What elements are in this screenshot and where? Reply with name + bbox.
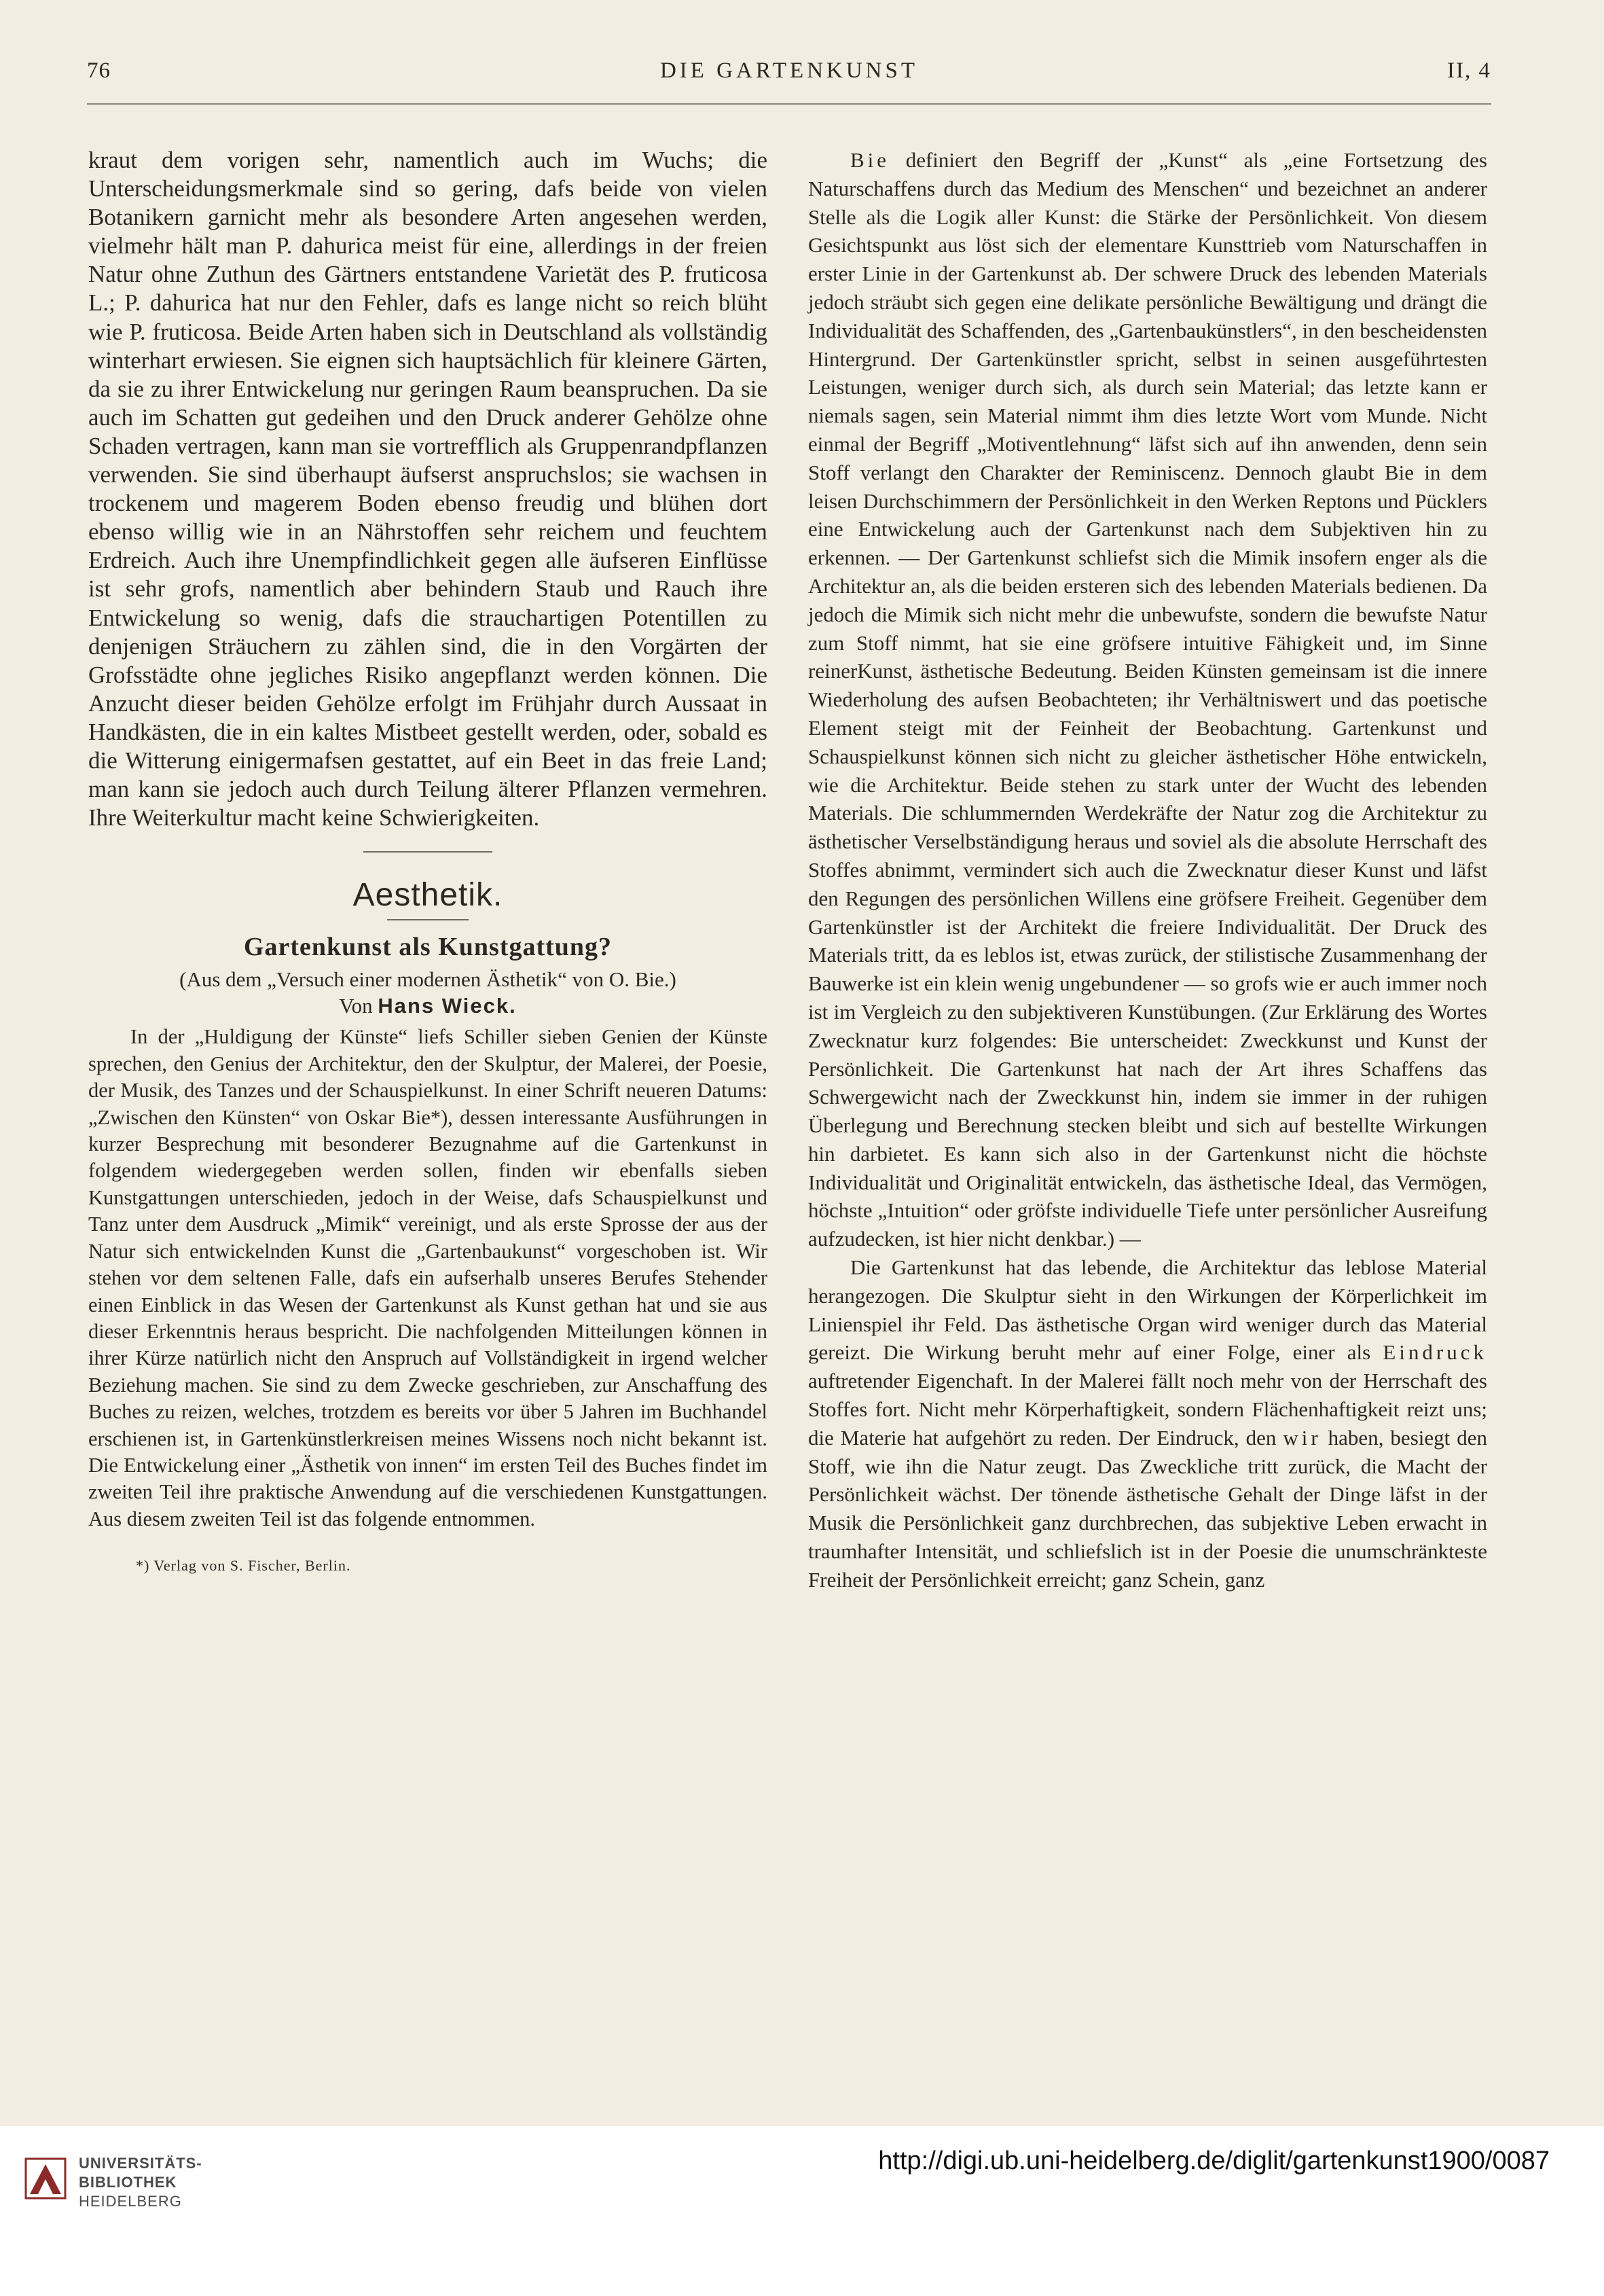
library-logo-icon: [24, 2157, 67, 2200]
heading-divider: [387, 919, 469, 920]
left-column: [88, 146, 767, 1576]
right-column: [808, 146, 1487, 1594]
paragraph-arts-comparison: [808, 1253, 1487, 1594]
page-header: [87, 58, 1491, 96]
footnote: *) Verlag von S. Fischer, Berlin.: [136, 1557, 351, 1575]
logo-text-line-1: UNIVERSITÄTS-: [79, 2155, 202, 2172]
library-footer: [0, 2126, 1604, 2296]
section-separator: [363, 851, 492, 853]
author-name: Hans Wieck.: [378, 994, 517, 1018]
paragraph-body-start: Die Gartenkunst hat das lebende, die Architektur das leblose Material herangezogen. Die Skulptur sieht in den Wirkungen der Körperlichkeit im Linienspiel ihr Feld. Das ästhetische Organ wird weniger durch das Material gereizt. Die Wirkung beruht mehr auf einer Folge, einer als: [808, 1255, 1487, 1365]
section-heading: Aesthetik.: [352, 877, 503, 914]
logo-text-line-3: HEIDELBERG: [79, 2193, 182, 2210]
page-number: 76: [87, 58, 111, 83]
header-divider: [87, 103, 1491, 105]
library-logo: [24, 2149, 221, 2238]
running-title: DIE GARTENKUNST: [659, 58, 919, 83]
paragraph-bie-definition: [808, 146, 1487, 1253]
logo-text-line-2: BIBLIOTHEK: [79, 2174, 177, 2191]
emphasized-word: Eindruck: [1383, 1340, 1487, 1365]
paragraph-body-end: haben, besiegt den Stoff, wie ihn die Natur zeugt. Das Zweckliche tritt zurück, die Macht der Persönlichkeit wächst. Der tönende ästhetische Gehalt der Dinge läfst in der Musik die Persönlichkeit ganz durchbrechen, das subjektive Leben erwacht in traumhafter Intensität, und schliefslich ist in der Poesie die unumschränkteste Freiheit der Persönlichkeit erreicht; ganz Schein, ganz: [808, 1425, 1487, 1592]
section-number: II, 4: [1447, 58, 1491, 83]
paragraph-potentilla: kraut dem vorigen sehr, namentlich auch im Wuchs; die Unterscheidungsmerkmale sind so gering, dafs beide von vielen Botanikern garnicht mehr als besondere Arten angesehen werden, vielmehr hält man P. dahurica meist für eine, allerdings in der freien Natur ohne Zuthun des Gärtners entstandene Varietät des P. fruticosa L.; P. dahurica hat nur den Fehler, dafs es lange nicht so reich blüht wie P. fruticosa. Beide Arten haben sich in Deutschland als vollständig winterhart erwiesen. Sie eignen sich hauptsächlich für kleinere Gärten, da sie zu ihrer Entwickelung nur geringen Raum beanspruchen. Da sie auch im Schatten gut gedeihen und den Druck anderer Gehölze ohne Schaden vertragen, kann man sie vortrefflich als Gruppenrandpflanzen verwenden. Sie sind überhaupt äufserst anspruchslos; sie wachsen in trockenem und magerem Boden ebenso freudig und blühen dort ebenso willig wie in an Nährstoffen sehr reichem und feuchtem Erdreich. Auch ihre Unempfindlichkeit gegen alle äufseren Einflüsse ist sehr grofs, namentlich aber behindern Staub und Rauch ihre Entwickelung so wenig, dafs die strauchartigen Potentillen zu denjenigen Sträuchern zu zählen sind, die in den Vorgärten der Grofsstädte ohne jegliches Risiko angepflanzt werden können. Die Anzucht dieser beiden Gehölze erfolgt im Frühjahr durch Aussaat in Handkästen, die in ein kaltes Mistbeet gestellt werden, oder, sobald es die Witterung einigermafsen gestattet, auf ein Beet in das freie Land; man kann sie jedoch auch durch Teilung älterer Pflanzen vermehren. Ihre Weiterkultur macht keine Schwierigkeiten.: [88, 147, 767, 831]
article-source: (Aus dem „Versuch einer modernen Ästhetik“ von O. Bie.): [179, 967, 676, 992]
source-url[interactable]: http://digi.ub.uni-heidelberg.de/diglit/gartenkunst1900/0087: [878, 2147, 1550, 2175]
emphasized-word: wir: [1283, 1425, 1322, 1450]
author-prefix: Von: [339, 994, 373, 1018]
paragraph-body-middle: auftretender Eigenchaft. In der Malerei fällt noch mehr von der Herrschaft des Stoffes fort. Nicht mehr Körperhaftigkeit, sondern Flächenhaftigkeit reizt uns; die Materie hat aufgehört zu reden. Der Eindruck, den: [808, 1369, 1487, 1450]
paragraph-introduction: In der „Huldigung der Künste“ liefs Schiller sieben Genien der Künste sprechen, den Genius der Architektur, den der Skulptur, der Malerei, der Poesie, der Musik, des Tanzes und der Schauspielkunst. In einer Schrift neueren Datums: „Zwischen den Künsten“ von Oskar Bie*), dessen interessante Ausführungen in kurzer Besprechung mit besonderer Bezugnahme auf die Gartenkunst in folgendem wiedergegeben werden sollen, finden wir ebenfalls sieben Kunstgattungen unterschieden, jedoch in der Weise, dafs Schauspielkunst und Tanz unter dem Ausdruck „Mimik“ vereinigt, und als erste Sprosse der aus der Natur sich entwickelnden Kunst die „Gartenbaukunst“ vorgeschoben ist. Wir stehen vor dem seltenen Falle, dafs ein aufserhalb unseres Berufes Stehender einen Einblick in das Wesen der Gartenkunst als Kunst gethan hat und sie aus dieser Erkenntnis heraus bespricht. Die nachfolgenden Mitteilungen können in ihrer Kürze natürlich nicht den Anspruch auf Vollständigkeit in irgend welcher Beziehung machen. Sie sind zu dem Zwecke geschrieben, zur Anschaffung des Buches zu reizen, welches, trotzdem es bereits vor über 5 Jahren im Buchhandel erschienen ist, in Gartenkünstlerkreisen meines Wissens noch nicht bekannt ist. Die Entwickelung einer „Ästhetik von innen“ im ersten Teil des Buches findet im zweiten Teil ihre praktische Anwendung auf die verschiedenen Kunstgattungen. Aus diesem zweiten Teil ist das folgende entnommen.: [88, 1025, 767, 1530]
author-line: [88, 992, 767, 1020]
emphasized-name: Bie: [850, 148, 890, 172]
article-title: Gartenkunst als Kunstgattung?: [243, 933, 613, 962]
paragraph-body: definiert den Begriff der „Kunst“ als „eine Fortsetzung des Naturschaffens durch das Medium des Menschen“ und bezeichnet an anderer Stelle als die Logik aller Kunst: die Stärke der Persönlichkeit. Von diesem Gesichtspunkt aus löst sich der elementare Kunsttrieb vom Naturschaffen in erster Linie in der Gartenkunst ab. Der schwere Druck des lebenden Materials jedoch sträubt sich gegen eine delikate persönliche Bewältigung und drängt die Individualität des Schaffenden, des „Gartenbaukünstlers“, in den bescheidensten Hintergrund. Der Gartenkünstler spricht, selbst in seinen ausgeführtesten Leistungen, weniger durch sich, als durch sein Material; das letzte kann er niemals sagen, sein Material nimmt ihm dies letzte Wort vom Munde. Nicht einmal der Begriff „Motiventlehnung“ läfst sich auf ihn anwenden, denn sein Stoff verlangt den Charakter der Reminiscenz. Dennoch glaubt Bie in dem leisen Durchschimmern der Persönlichkeit in den Werken Reptons und Pücklers eine Entwickelung auch der Gartenkunst nach dem Subjektiven hin zu erkennen. — Der Gartenkunst schliefst sich die Mimik insofern enger als die Architektur an, als die beiden ersteren sich des lebenden Materials bedienen. Da jedoch die Mimik sich nicht mehr die unbewufste, sondern die bewufste Natur zum Stoff nimmt, hat sie eine gröfsere intuitive Fähigkeit und, im Sinne reinerKunst, ästhetische Bedeutung. Beiden Künsten gemeinsam ist die innere Wiederholung des aufsen Beobachteten; ihr Verhältniswert und das poetische Element steigt mit der Feinheit der Beobachtung. Gartenkunst und Schauspielkunst können sich nicht zu gleicher ästhetischer Höhe entwickeln, wie die Architektur. Beide stehen zu stark unter der Wucht des lebenden Materials. Die schlummernden Werdekräfte der Natur zog die Architektur zu ästhetischer Verselbständigung heraus und soviel als die absolute Herrschaft des Stoffes abnimmt, vermindert sich auch die Zwecknatur dieser Kunst und läfst den Regungen des persönlichen Willens eine gröfsere Freiheit. Gegenüber dem Gartenkünstler ist der Architekt die freiere Individualität. Der Druck des Materials tritt, da es leblos ist, etwas zurück, der stilistische Zusammenhang der Bauwerke ist ein klein wenig ungebundener — so grofs wie er auch immer noch ist im Vergleich zu den subjektiveren Kunstübungen. (Zur Erklärung des Wortes Zwecknatur kurz folgendes: Bie unterscheidet: Zweckkunst und Kunst der Persönlichkeit. Die Gartenkunst hat nach der Art ihres Schaffens das Schwergewicht nach der Zweckkunst hin, indem sie immer in der ruhigen Überlegung und Berechnung stecken bleibt und sich auf bestellte Wirkungen hin darbietet. Es kann sich also in der Gartenkunst nicht die höchste Individualität und Originalität entwickeln, das ästhetische Ideal, das Vermögen, höchste „Intuition“ oder gröfste individuelle Tiefe unter persönlicher Ausreifung aufzudecken, ist hier nicht denkbar.) —: [808, 148, 1487, 1251]
